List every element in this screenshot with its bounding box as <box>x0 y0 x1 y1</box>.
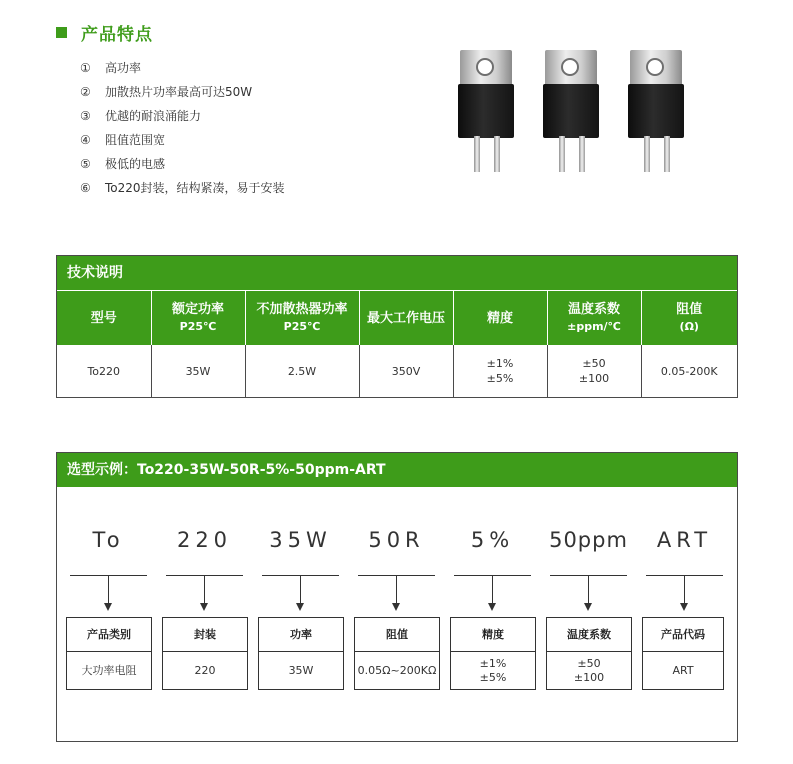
to220-component-image <box>626 50 686 172</box>
cell-rated-power: 35W <box>151 345 245 397</box>
table-row <box>57 345 737 397</box>
feature-item: ① 高功率 <box>80 61 142 75</box>
arrow-down-icon <box>396 576 397 606</box>
to220-component-image <box>541 50 601 172</box>
cell-power-no-heatsink: 2.5W <box>245 345 359 397</box>
part-value: ±50 ±100 <box>573 656 605 684</box>
selection-title: 选型示例：To220-35W-50R-5%-50ppm-ART <box>57 453 737 487</box>
part-label: 封装 <box>163 618 247 652</box>
part-value: ART <box>672 663 694 677</box>
part-label: 温度系数 <box>547 618 631 652</box>
arrow-down-icon <box>204 576 205 606</box>
col-temp-coefficient: 温度系数 ±ppm/℃ <box>547 291 641 346</box>
arrow-down-icon <box>684 576 685 606</box>
to220-component-image <box>456 50 516 172</box>
code-part: ART <box>656 528 713 552</box>
cell-tolerance: ±1% ±5% <box>453 345 547 397</box>
part-box <box>546 617 632 690</box>
spec-panel <box>56 255 738 398</box>
features-list <box>80 56 410 200</box>
feature-item: ② 加散热片功率最高可达50W <box>80 85 253 99</box>
spec-title: 技术说明 <box>57 256 737 290</box>
selection-panel <box>56 452 738 742</box>
features-heading <box>56 18 153 46</box>
col-max-voltage: 最大工作电压 <box>359 291 453 346</box>
part-box <box>642 617 724 690</box>
arrow-down-icon <box>588 576 589 606</box>
part-box <box>354 617 440 690</box>
code-part: 50R <box>368 528 425 552</box>
green-square-icon <box>56 27 67 38</box>
spec-header-row <box>57 291 737 346</box>
col-rated-power: 额定功率 P25℃ <box>151 291 245 346</box>
part-label: 功率 <box>259 618 343 652</box>
code-part: 50ppm <box>549 528 628 552</box>
feature-item: ⑤ 极低的电感 <box>80 157 166 171</box>
part-value: 35W <box>288 663 314 677</box>
code-part: 5% <box>470 528 515 552</box>
col-resistance: 阻值 (Ω) <box>641 291 737 346</box>
code-part: To <box>92 528 125 552</box>
part-label: 产品代码 <box>643 618 723 652</box>
part-value: 0.05Ω~200KΩ <box>357 663 437 677</box>
part-label: 精度 <box>451 618 535 652</box>
cell-temp-coefficient: ±50 ±100 <box>547 345 641 397</box>
part-box <box>162 617 248 690</box>
feature-item: ⑥ To220封装，结构紧凑，易于安装 <box>80 181 285 195</box>
col-tolerance: 精度 <box>453 291 547 346</box>
cell-resistance: 0.05-200K <box>641 345 737 397</box>
code-part: 220 <box>176 528 233 552</box>
part-value: ±1% ±5% <box>479 656 507 684</box>
part-value: 大功率电阻 <box>81 663 137 677</box>
arrow-down-icon <box>492 576 493 606</box>
part-label: 阻值 <box>355 618 439 652</box>
features-title: 产品特点 <box>81 24 153 45</box>
col-model: 型号 <box>57 291 151 346</box>
part-label: 产品类别 <box>67 618 151 652</box>
code-part: 35W <box>269 528 332 552</box>
part-box <box>66 617 152 690</box>
arrow-down-icon <box>108 576 109 606</box>
spec-table <box>57 290 737 397</box>
part-value: 220 <box>194 663 216 677</box>
cell-max-voltage: 350V <box>359 345 453 397</box>
arrow-down-icon <box>300 576 301 606</box>
feature-item: ③ 优越的耐浪涌能力 <box>80 109 202 123</box>
cell-model: To220 <box>87 364 121 378</box>
part-box <box>450 617 536 690</box>
part-box <box>258 617 344 690</box>
feature-item: ④ 阻值范围宽 <box>80 133 166 147</box>
col-power-no-heatsink: 不加散热器功率 P25℃ <box>245 291 359 346</box>
